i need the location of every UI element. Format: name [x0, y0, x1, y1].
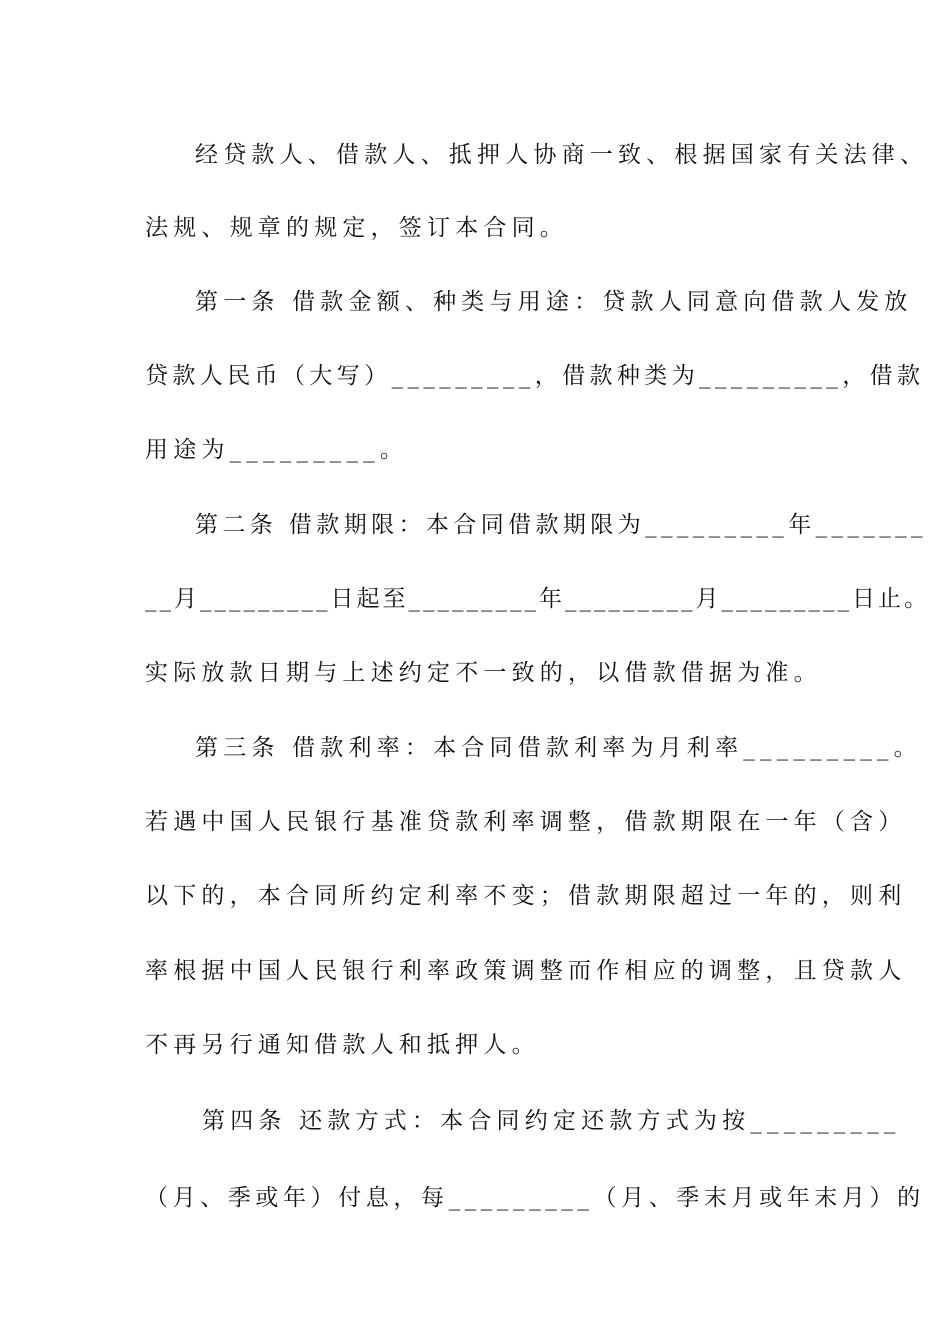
text-line: 法规、规章的规定，签订本合同。 [145, 215, 568, 241]
text-line: （月、季或年）付息，每_________（月、季末月或年末月）的 [145, 1185, 925, 1211]
text-line: 贷款人民币（大写）_________，借款种类为_________，借款 [145, 363, 925, 389]
text-line: 率根据中国人民银行利率政策调整而作相应的调整，且贷款人 [145, 958, 907, 984]
text-line: 用途为_________。 [145, 437, 409, 463]
text-line: 第二条 借款期限：本合同借款期限为_________年_______ [195, 512, 927, 538]
text-line: 不再另行通知借款人和抵押人。 [145, 1032, 540, 1058]
text-line: 以下的，本合同所约定利率不变；借款期限超过一年的，则利 [145, 883, 907, 909]
text-line: 第一条 借款金额、种类与用途：贷款人同意向借款人发放 [195, 289, 913, 315]
text-line: 实际放款日期与上述约定不一致的，以借款借据为准。 [145, 660, 822, 686]
text-line: 经贷款人、借款人、抵押人协商一致、根据国家有关法律、 [195, 142, 929, 168]
text-line: 第三条 借款利率：本合同借款利率为月利率_________。 [195, 735, 922, 761]
text-line: 第四条 还款方式：本合同约定还款方式为按_________ [202, 1108, 901, 1134]
text-line: 若遇中国人民银行基准贷款利率调整，借款期限在一年（含） [145, 809, 907, 835]
text-line: __月_________日起至_________年_________月_________日止。 [145, 586, 930, 612]
